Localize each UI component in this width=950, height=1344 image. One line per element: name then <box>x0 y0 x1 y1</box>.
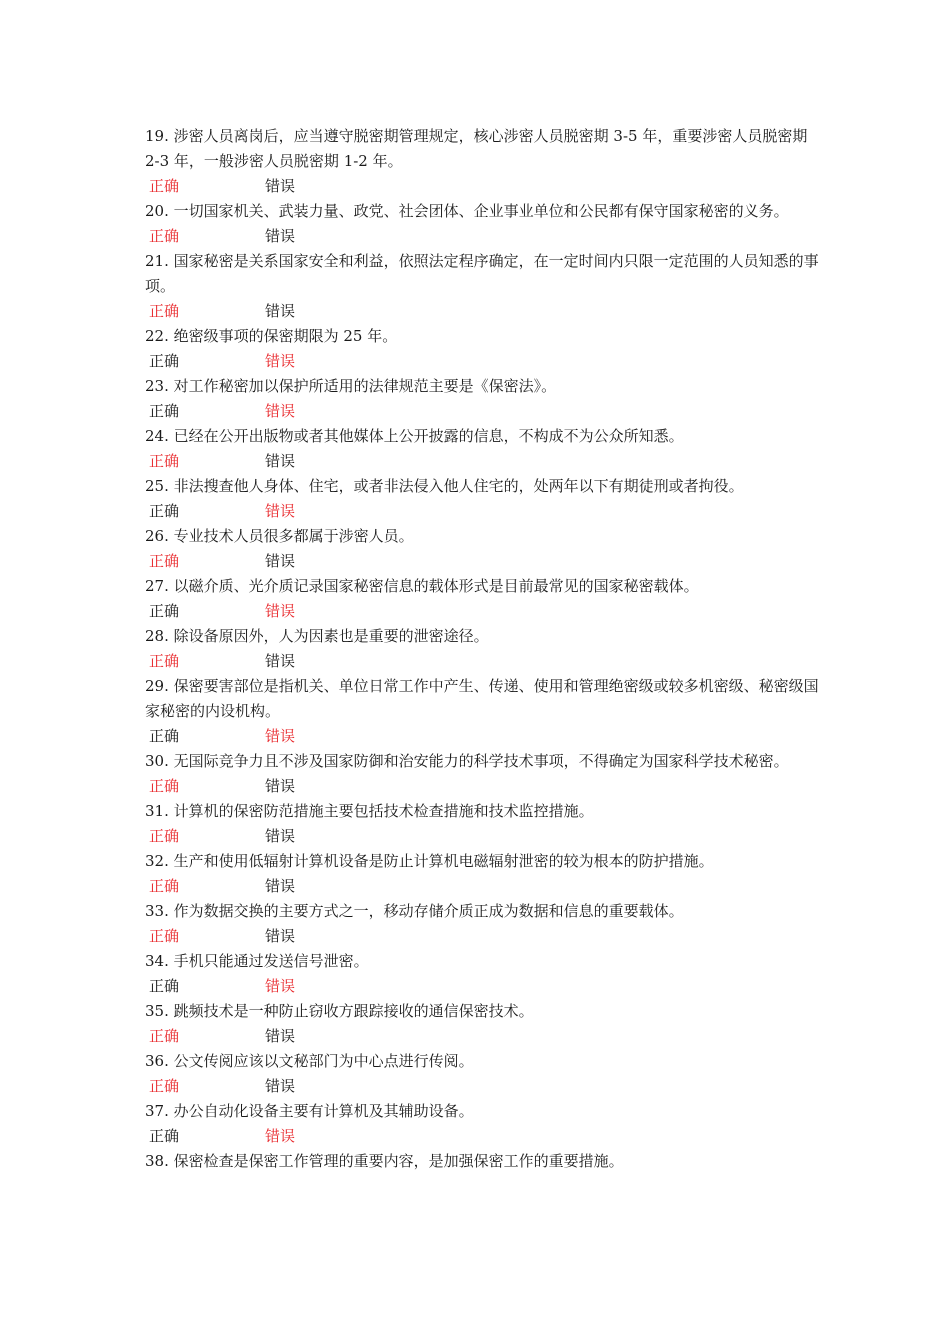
answer-options <box>145 399 820 424</box>
option-false: 错误 <box>265 177 296 195</box>
option-true: 正确 <box>149 602 180 620</box>
option-true: 正确 <box>149 977 180 995</box>
question-text: 26. 专业技术人员很多都属于涉密人员。 <box>145 527 414 545</box>
question-text: 25. 非法搜查他人身体、住宅，或者非法侵入他人住宅的，处两年以下有期徒刑或者拘役。 <box>145 477 744 495</box>
answer-options <box>145 774 820 799</box>
option-false: 错误 <box>265 927 296 945</box>
question-text: 32. 生产和使用低辐射计算机设备是防止计算机电磁辐射泄密的较为根本的防护措施。 <box>145 852 714 870</box>
question-text: 35. 跳频技术是一种防止窃收方跟踪接收的通信保密技术。 <box>145 1002 534 1020</box>
answer-options <box>145 1074 820 1099</box>
option-true: 正确 <box>149 1077 180 1095</box>
option-true: 正确 <box>149 652 180 670</box>
question-text: 29. 保密要害部位是指机关、单位日常工作中产生、传递、使用和管理绝密级或较多机密级、秘密级国家秘密的内设机构。 <box>145 677 819 720</box>
option-true: 正确 <box>149 927 180 945</box>
option-false: 错误 <box>265 227 296 245</box>
option-true: 正确 <box>149 552 180 570</box>
option-false: 错误 <box>265 552 296 570</box>
option-true: 正确 <box>149 727 180 745</box>
question-text: 27. 以磁介质、光介质记录国家秘密信息的载体形式是目前最常见的国家秘密载体。 <box>145 577 699 595</box>
option-false: 错误 <box>265 352 296 370</box>
answer-options <box>145 724 820 749</box>
quiz-page <box>145 124 820 1174</box>
option-true: 正确 <box>149 877 180 895</box>
answer-options <box>145 1124 820 1149</box>
answer-options <box>145 1024 820 1049</box>
answer-options <box>145 824 820 849</box>
question-text: 19. 涉密人员离岗后，应当遵守脱密期管理规定，核心涉密人员脱密期 3-5 年，重要涉密人员脱密期 2-3 年，一般涉密人员脱密期 1-2 年。 <box>145 127 808 170</box>
question-text: 34. 手机只能通过发送信号泄密。 <box>145 952 369 970</box>
question-text: 21. 国家秘密是关系国家安全和利益，依照法定程序确定，在一定时间内只限一定范围的人员知悉的事项。 <box>145 252 819 295</box>
question-text: 30. 无国际竞争力且不涉及国家防御和治安能力的科学技术事项，不得确定为国家科学技术秘密。 <box>145 752 789 770</box>
answer-options <box>145 449 820 474</box>
option-false: 错误 <box>265 977 296 995</box>
option-false: 错误 <box>265 502 296 520</box>
answer-options <box>145 349 820 374</box>
answer-options <box>145 499 820 524</box>
question-text: 23. 对工作秘密加以保护所适用的法律规范主要是《保密法》。 <box>145 377 557 395</box>
question-text: 31. 计算机的保密防范措施主要包括技术检查措施和技术监控措施。 <box>145 802 594 820</box>
option-false: 错误 <box>265 402 296 420</box>
option-true: 正确 <box>149 777 180 795</box>
answer-options <box>145 224 820 249</box>
option-true: 正确 <box>149 502 180 520</box>
option-false: 错误 <box>265 302 296 320</box>
option-false: 错误 <box>265 602 296 620</box>
question-text: 36. 公文传阅应该以文秘部门为中心点进行传阅。 <box>145 1052 474 1070</box>
answer-options <box>145 299 820 324</box>
answer-options <box>145 924 820 949</box>
answer-options <box>145 974 820 999</box>
answer-options <box>145 599 820 624</box>
option-true: 正确 <box>149 227 180 245</box>
question-text: 22. 绝密级事项的保密期限为 25 年。 <box>145 327 398 345</box>
answer-options <box>145 874 820 899</box>
option-false: 错误 <box>265 1127 296 1145</box>
option-false: 错误 <box>265 452 296 470</box>
option-false: 错误 <box>265 652 296 670</box>
answer-options <box>145 649 820 674</box>
question-text: 24. 已经在公开出版物或者其他媒体上公开披露的信息，不构成不为公众所知悉。 <box>145 427 684 445</box>
option-true: 正确 <box>149 352 180 370</box>
option-true: 正确 <box>149 827 180 845</box>
answer-options <box>145 549 820 574</box>
question-text: 33. 作为数据交换的主要方式之一，移动存储介质正成为数据和信息的重要载体。 <box>145 902 684 920</box>
option-false: 错误 <box>265 727 296 745</box>
option-false: 错误 <box>265 1027 296 1045</box>
option-false: 错误 <box>265 827 296 845</box>
option-true: 正确 <box>149 177 180 195</box>
option-true: 正确 <box>149 402 180 420</box>
option-false: 错误 <box>265 877 296 895</box>
option-false: 错误 <box>265 777 296 795</box>
option-true: 正确 <box>149 1127 180 1145</box>
question-text: 28. 除设备原因外，人为因素也是重要的泄密途径。 <box>145 627 489 645</box>
option-false: 错误 <box>265 1077 296 1095</box>
option-true: 正确 <box>149 452 180 470</box>
answer-options <box>145 174 820 199</box>
option-true: 正确 <box>149 302 180 320</box>
question-text: 37. 办公自动化设备主要有计算机及其辅助设备。 <box>145 1102 474 1120</box>
question-text: 20. 一切国家机关、武装力量、政党、社会团体、企业事业单位和公民都有保守国家秘密的义务。 <box>145 202 789 220</box>
question-text: 38. 保密检查是保密工作管理的重要内容，是加强保密工作的重要措施。 <box>145 1152 624 1170</box>
option-true: 正确 <box>149 1027 180 1045</box>
